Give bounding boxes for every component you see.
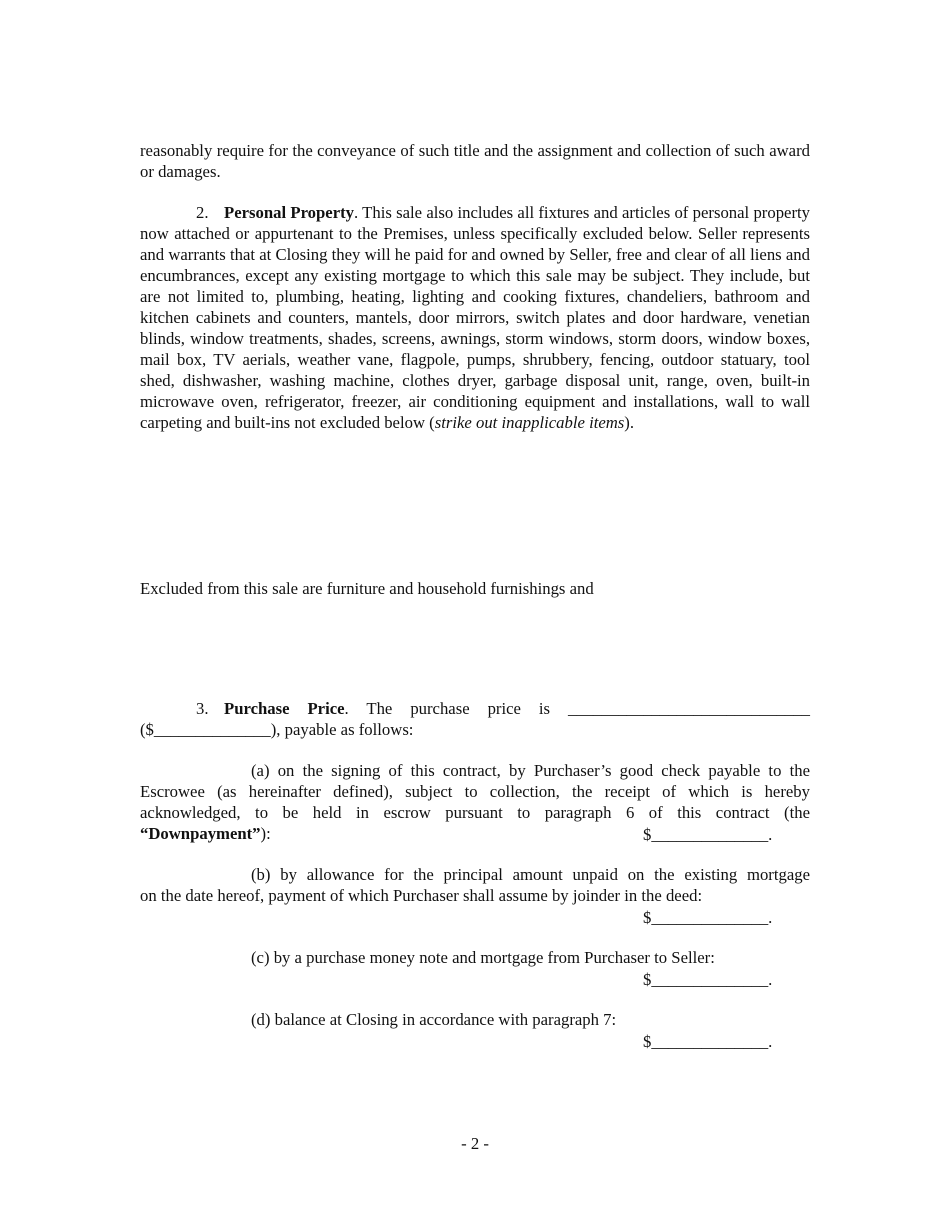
excluded-items-line: Excluded from this sale are furniture and household furnishings and [140,579,594,598]
item-d-amount: $______________. [643,1032,773,1051]
purchase-price-blank: . The purchase price is _____________________________ [344,699,810,718]
item-a-term-end: ): [260,824,271,843]
item-c-purchase-money-note: (c) by a purchase money note and mortgage from Purchaser to Seller: [251,948,715,967]
strike-out-note: strike out inapplicable items [434,413,625,432]
item-d-balance-at-closing: (d) balance at Closing in accordance with paragraph 7: [251,1010,617,1029]
item-b-line-2: on the date hereof, payment of which Purchaser shall assume by joinder in the deed: [140,886,703,905]
page-number: - 2 - [461,1134,489,1153]
downpayment-term: “Downpayment” [140,824,261,843]
section-2-heading: Personal Property [224,203,355,222]
continued-paragraph: reasonably require for the conveyance of such title and the assignment and collection of such award or damages. [140,141,810,181]
item-b-line-1: (b) by allowance for the principal amount unpaid on the existing mortgage [251,865,810,884]
section-3-purchase-price [140,698,810,740]
item-b-mortgage-allowance [140,864,810,906]
item-a-amount: $______________. [643,825,773,844]
section-2-number: 2. [196,203,209,222]
section-2-body: . This sale also includes all fixtures and articles of personal property now attached or appurtenant to the Premises, unless specifically excluded below. Seller represents and warrants that at Closing they will he paid for and owned by Seller, free and clear of all liens and encumbrances, except any existing mortgage to which this sale may be subject. They include, but are not limited to, plumbing, heating, lighting and cooking fixtures, chandeliers, bathroom and kitchen cabinets and counters, mantels, door mirrors, switch plates and door hardware, venetian blinds, window treatments, shades, screens, awnings, storm windows, storm doors, window boxes, mail box, TV aerials, weather vane, flagpole, pumps, shrubbery, fencing, outdoor statuary, tool shed, dishwasher, washing machine, clothes dryer, garbage disposal unit, range, oven, built-in microwave oven, refrigerator, freezer, air conditioning equipment and installations, wall to wall carpeting and built-ins not excluded below ( [140,203,810,432]
item-a-text: (a) on the signing of this contract, by Purchaser’s good check payable to the Escrowee (as hereinafter defined), subject to collection, the receipt of which is hereby acknowledged, to be held in escrow pursuant to paragraph 6 of this contract (the [140,761,810,822]
section-3-number: 3. [196,699,209,718]
section-3-first-line [140,698,810,719]
purchase-price-dollar-blank: ($______________), payable as follows: [140,720,414,739]
section-2-personal-property [140,202,810,433]
section-2-end: ). [624,413,635,432]
section-3-heading: Purchase Price [224,699,345,718]
item-b-amount: $______________. [643,908,773,927]
item-c-amount: $______________. [643,970,773,989]
